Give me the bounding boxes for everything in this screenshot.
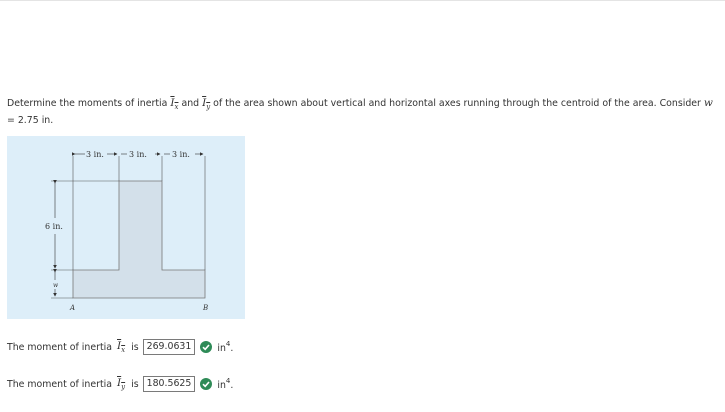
answer-prefix: The moment of inertia (7, 341, 112, 353)
unit-label: $in^4$. (217, 340, 234, 354)
t-shape (73, 181, 205, 298)
correct-check-icon (200, 378, 212, 390)
dim-top-3: 3 in. (172, 150, 190, 159)
ix-symbol: $I_x$ (170, 97, 179, 112)
t-section-diagram (7, 136, 245, 319)
dim-left: 6 in. (45, 222, 63, 231)
unit-label: $in^4$. (217, 377, 234, 391)
iy-symbol: $I_y$ (202, 97, 211, 112)
dim-top-1: 3 in. (86, 150, 104, 159)
problem-statement: Determine the moments of inertia $I_x$ and $I_y$ of the area shown about vertical and horizontal axes running through the centroid of the area. Consider w = 2.75 in. (7, 97, 713, 127)
dim-top-2: 3 in. (129, 150, 147, 159)
iy-answer-symbol: $I_y$ (117, 376, 126, 392)
top-divider (0, 0, 725, 1)
answer-row-ix: The moment of inertia $I_x$ is 269.0631 $in^4$. (7, 339, 234, 355)
ix-answer-input[interactable]: 269.0631 (143, 339, 196, 355)
w-value: = 2.75 in. (7, 115, 54, 127)
t-section-figure (7, 136, 245, 319)
problem-text: Determine the moments of inertia (7, 98, 171, 109)
w-symbol: w (703, 97, 713, 109)
correct-check-icon (200, 341, 212, 353)
answer-row-iy: The moment of inertia $I_y$ is 180.5625 $in^4$. (7, 376, 234, 392)
label-b: B (203, 304, 209, 312)
dim-w: w (53, 282, 59, 289)
ix-answer-symbol: $I_x$ (117, 339, 126, 355)
answer-prefix: The moment of inertia (7, 378, 112, 390)
iy-answer-input[interactable]: 180.5625 (143, 376, 196, 392)
label-a: A (70, 304, 76, 312)
